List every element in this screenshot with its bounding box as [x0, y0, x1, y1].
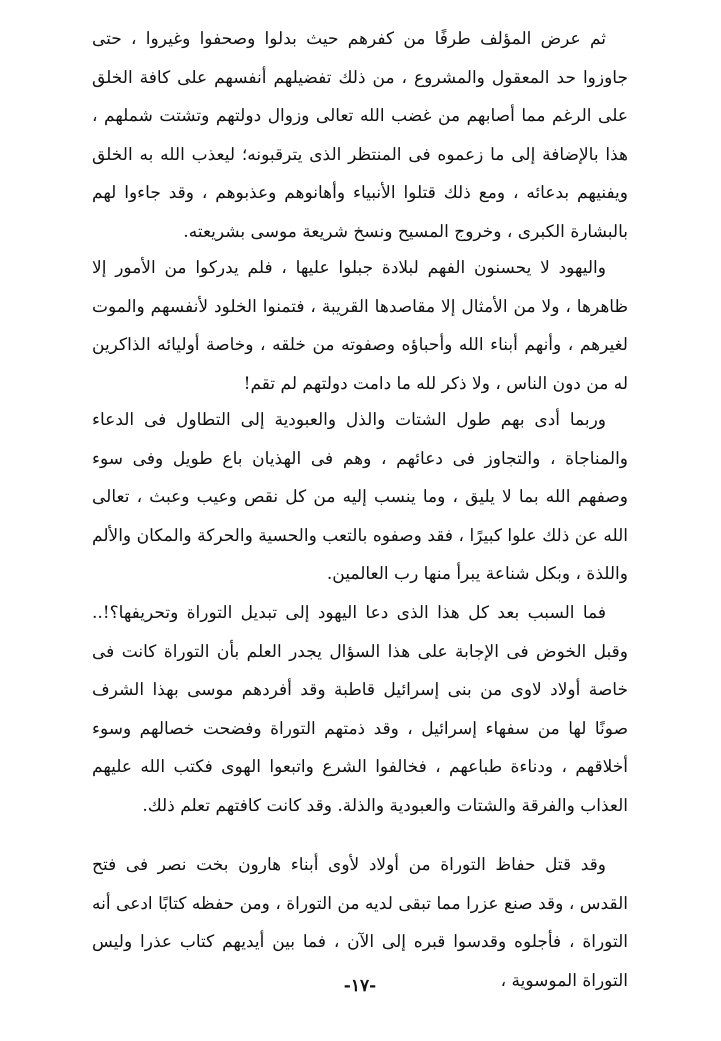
paragraph-4: فما السبب بعد كل هذا الذى دعا اليهود إلى تبديل التوراة وتحريفها؟!.. وقبل الخوض فى الإجابة على هذا السؤال يجدر العلم بأن التوراة كانت فى خاصة أولاد لاوى من بنى إسرائيل قاطبة وقد أفردهم موسى بهذا الشرف صونًا لها من سفهاء إسرائيل ، وقد ذمتهم التوراة وفضحت خصالهم وسوء أخلاقهم ، ودناءة طباعهم ، فخالفوا الشرع واتبعوا الهوى فكتب الله عليهم العذاب والفرقة والشتات والعبودية والذلة. وقد كانت كافتهم تعلم ذلك.: [92, 603, 628, 816]
paragraph-3: وربما أدى بهم طول الشتات والذل والعبودية إلى التطاول فى الدعاء والمناجاة ، والتجاوز فى دعائهم ، وهم فى الهذيان باع طويل وفى سوء وصفهم الله بما لا يليق ، وما ينسب إليه من كل نقص وعيب وعبث ، تعالى الله عن ذلك علوا كبيرًا ، فقد وصفوه بالتعب والحسية والحركة والمكان والألم واللذة ، وبكل شناعة يبرأ منها رب العالمين.: [92, 410, 628, 584]
paragraph-5: وقد قتل حفاظ التوراة من أولاد لأوى أبناء هارون بخت نصر فى فتح القدس ، وقد صنع عزرا مما تبقى لديه من التوراة ، ومن حفظه كتابًا ادعى أنه التوراة ، فأجلوه وقدسوا قبره إلى الآن ، فما بين أيديهم كتاب عذرا وليس التوراة الموسوية ،: [92, 855, 628, 991]
page-number: -١٧-: [343, 976, 377, 996]
paragraph-2: واليهود لا يحسنون الفهم لبلادة جبلوا عليها ، فلم يدركوا من الأمور إلا ظاهرها ، ولا من الأمثال إلا مقاصدها القريبة ، فتمنوا الخلود لأنفسهم والموت لغيرهم ، وأنهم أبناء الله وأحباؤه وصفوته من خلقه ، وخاصة أوليائه الذاكرين له من دون الناس ، ولا ذكر لله ما دامت دولتهم لم تقم!: [92, 258, 628, 394]
paragraph-1: ثم عرض المؤلف طرفًا من كفرهم حيث بدلوا وصحفوا وغيروا ، حتى جاوزوا حد المعقول والمشروع ، من ذلك تفضيلهم أنفسهم على كافة الخلق على الرغم مما أصابهم من غضب الله تعالى وزوال دولتهم وتشتت شملهم ، هذا بالإضافة إلى ما زعموه فى المنتظر الذى يترقبونه؛ ليعذب الله به الخلق ويفنيهم بدعائه ، ومع ذلك قتلوا الأنبياء وأهانوهم وعذبوهم ، وقد جاءوا لهم بالبشارة الكبرى ، وخروج المسيح ونسخ شريعة موسى بشريعته.: [92, 29, 628, 242]
document-page: [92, 20, 628, 1020]
